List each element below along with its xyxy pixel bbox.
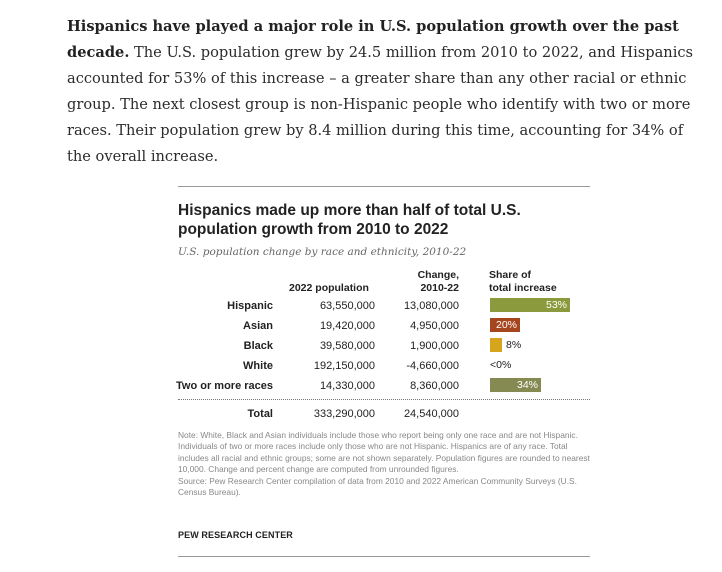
row-population: 14,330,000 — [319, 380, 375, 392]
total-change: 24,540,000 — [403, 408, 459, 420]
row-population: 192,150,000 — [313, 360, 375, 372]
brand-label: PEW RESEARCH CENTER — [178, 530, 293, 540]
row-change: 4,950,000 — [410, 320, 459, 332]
intro-paragraph — [67, 14, 707, 170]
share-label: 8% — [506, 339, 522, 351]
row-change: 13,080,000 — [403, 300, 459, 312]
row-population: 63,550,000 — [319, 300, 375, 312]
share-bar — [490, 338, 502, 352]
intro-lead: Hispanics have played a major role in U.S. population growth over the past decade. — [67, 18, 679, 61]
row-change: -4,660,000 — [406, 360, 459, 372]
total-divider — [178, 399, 590, 400]
row-category: White — [243, 360, 273, 372]
row-category: Black — [243, 340, 273, 352]
chart-bottom-rule — [178, 556, 590, 557]
header-change-line2: 2010-22 — [420, 282, 459, 294]
row-category: Asian — [243, 320, 273, 332]
header-population: 2022 population — [289, 282, 369, 294]
share-label: <0% — [490, 359, 512, 371]
row-population: 39,580,000 — [319, 340, 375, 352]
total-label: Total — [247, 408, 273, 420]
chart-top-rule — [178, 186, 590, 187]
header-change-line1: Change, — [417, 269, 459, 281]
intro-body: The U.S. population grew by 24.5 million from 2010 to 2022, and Hispanics accounted for 53% of this increase – a greater share than any other racial or ethnic group. The next closest group is non-Hispanic people who identify with two or more races. Their population grew by 8.4 million during this time, accounting for 34% of the overall increase. — [67, 44, 694, 165]
chart-title: Hispanics made up more than half of total U.S. population growth from 2010 to 2022 — [178, 202, 521, 238]
row-population: 19,420,000 — [319, 320, 375, 332]
source-text: Source: Pew Research Center compilation of data from 2010 and 2022 American Community Surveys (U.S. Census Bureau). — [178, 475, 577, 498]
row-change: 1,900,000 — [410, 340, 459, 352]
note-text: Note: White, Black and Asian individuals include those who report being only one race and are not Hispanic. Individuals of two or more races include only those who are not Hispanic. Hispanics are of any race. Total includes all racial and ethnic groups; some are not shown separately. Population figures are rounded to nearest 10,000. Change and percent change are computed from unrounded figures. — [178, 430, 590, 475]
header-share-line1: Share of — [489, 269, 532, 281]
row-change: 8,360,000 — [410, 380, 459, 392]
row-category: Hispanic — [227, 300, 273, 312]
total-population: 333,290,000 — [313, 408, 375, 420]
share-label: 20% — [495, 319, 517, 331]
chart-note — [178, 430, 590, 498]
share-label: 34% — [516, 379, 538, 391]
chart-subtitle: U.S. population change by race and ethnicity, 2010-22 — [178, 246, 467, 258]
share-label: 53% — [545, 299, 567, 311]
header-share-line2: total increase — [489, 282, 557, 294]
row-category: Two or more races — [176, 380, 273, 392]
